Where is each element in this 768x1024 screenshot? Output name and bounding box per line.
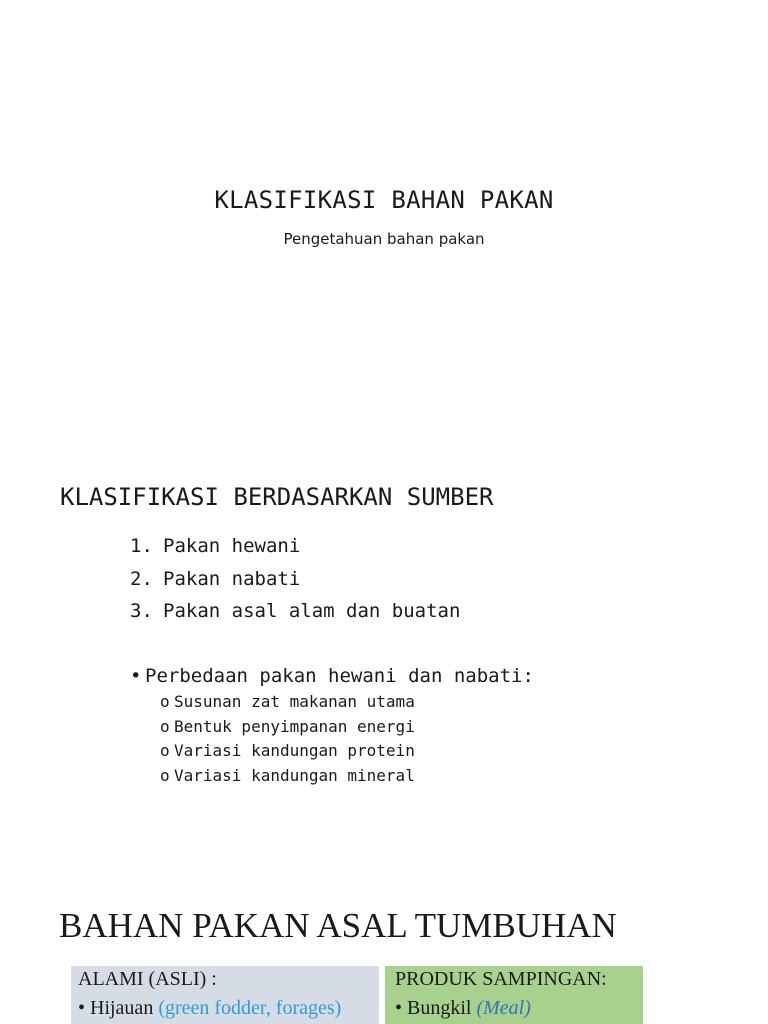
box-item-text: • Bungkil (395, 997, 472, 1019)
list-text: Pakan nabati (163, 567, 301, 590)
box-item (395, 994, 643, 1024)
bullet-item (130, 665, 534, 687)
box-byproduct (385, 966, 643, 1024)
list-number: 2. (130, 567, 153, 590)
box-heading: ALAMI (ASLI) : (78, 968, 217, 990)
list-item (130, 600, 460, 633)
box-heading: PRODUK SAMPINGAN: (395, 968, 607, 990)
box-item-detail: (Meal) (476, 997, 531, 1019)
slide-title: BAHAN PAKAN ASAL TUMBUHAN (59, 906, 617, 945)
list-text: Pakan asal alam dan buatan (163, 600, 461, 622)
sub-list-text: Bentuk penyimpanan energi (174, 716, 415, 736)
sub-list-item (160, 766, 415, 791)
sub-list-item (160, 741, 415, 766)
sub-bullet-marker: o (160, 716, 170, 736)
sub-list-item (160, 717, 415, 742)
slide-subtitle: Pengetahuan bahan pakan (283, 230, 485, 248)
sub-list (160, 692, 415, 790)
sub-list-text: Variasi kandungan protein (174, 741, 415, 760)
bullet-marker: • (130, 665, 142, 687)
sub-bullet-marker: o (160, 765, 170, 785)
box-item-detail: (green fodder, forages) (158, 997, 342, 1019)
list-item (130, 568, 460, 601)
list-number: 1. (130, 535, 153, 557)
slide-title: KLASIFIKASI BERDASARKAN SUMBER (60, 483, 494, 511)
slide-title: KLASIFIKASI BAHAN PAKAN (214, 186, 554, 214)
sub-list-item (160, 692, 415, 717)
list-item (130, 535, 460, 568)
sub-list-text: Variasi kandungan mineral (174, 765, 415, 785)
box-natural (71, 966, 379, 1024)
list-number: 3. (130, 600, 153, 622)
sub-list-text: Susunan zat makanan utama (174, 692, 415, 711)
sub-bullet-marker: o (160, 692, 170, 711)
numbered-list (130, 535, 460, 633)
box-item-text: • Hijauan (78, 997, 154, 1019)
box-item (78, 994, 379, 1024)
sub-bullet-marker: o (160, 741, 170, 760)
bullet-text: Perbedaan pakan hewani dan nabati: (145, 665, 534, 687)
list-text: Pakan hewani (163, 535, 301, 557)
